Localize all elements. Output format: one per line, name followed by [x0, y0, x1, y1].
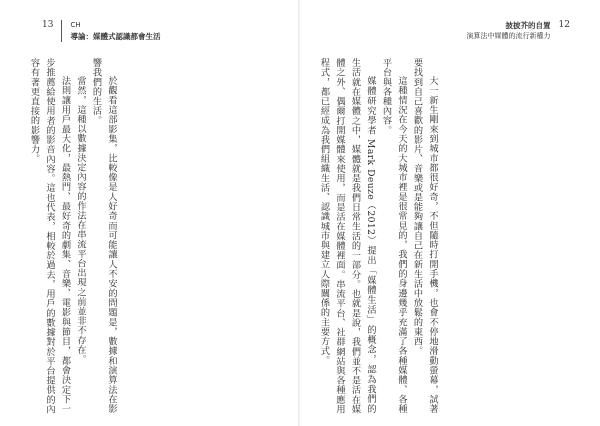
right-body: [316, 58, 568, 414]
right-paragraph-2: 這種情況在今天的大城市裡是很常見的，我們的身邊幾乎充滿了各種媒體、各種平台與各種內容。: [380, 58, 407, 414]
left-paragraph-3: 法則讓用戶最大化，最熱門、最好奇的劇集、音樂、電影與節目，都會決定下一步推薦給使用者的影音內容。這也代表，相較於過去，用戶的數據對於平台提供的內容有著更直接的影響力。: [28, 58, 71, 414]
header-divider: [61, 20, 62, 42]
chapter-label: CH: [70, 21, 81, 29]
left-running-title: 導論：媒體式認識都會生活: [70, 32, 161, 41]
right-body-text: [316, 58, 440, 414]
right-page-header: [467, 20, 570, 42]
left-page-number: 13: [42, 20, 54, 30]
left-paragraph-1: 於觀看這部影集，比較像是人好奇而可能讓人不安的問題是，數據和演算法在影響我們的生活。: [90, 58, 117, 414]
right-paragraph-3: 媒體研究學者 Mark Deuze（2012）提出「媒體生活」的概念，認為我們的生活就在媒體之中，媒體就是我們日常生活的一部分。也就是說，我們並不是活在媒體之外、偶爾打開媒體來使用，而是活在媒體裡面。串流平台、社群網站與各種應用程式，都已經成為我們組織生活、認識城市與建立人際關係的主要方式。: [318, 58, 376, 414]
left-running-head: [70, 20, 160, 42]
left-paragraph-2: 當然，這種以數據決定內容的作法在串流平台出現之前並非不存在。: [75, 76, 86, 365]
right-running-head: [467, 20, 551, 42]
left-body: [26, 58, 282, 414]
left-body-text: [26, 58, 119, 414]
right-paragraph-1: 大一新生剛來到城市都很好奇，不但隨時打開手機，也會不停地滑動螢幕，試著要找到自己喜歡的影片、音樂或是能夠讓自己在新生活中放鬆的東西。: [411, 58, 438, 414]
left-page-header: [42, 20, 160, 42]
right-page: [300, 0, 600, 426]
right-running-title: 披披芥的自置: [505, 21, 551, 30]
right-page-number: 12: [558, 20, 570, 30]
right-running-subtitle: 演算法中媒體的流行新權力: [466, 32, 551, 40]
